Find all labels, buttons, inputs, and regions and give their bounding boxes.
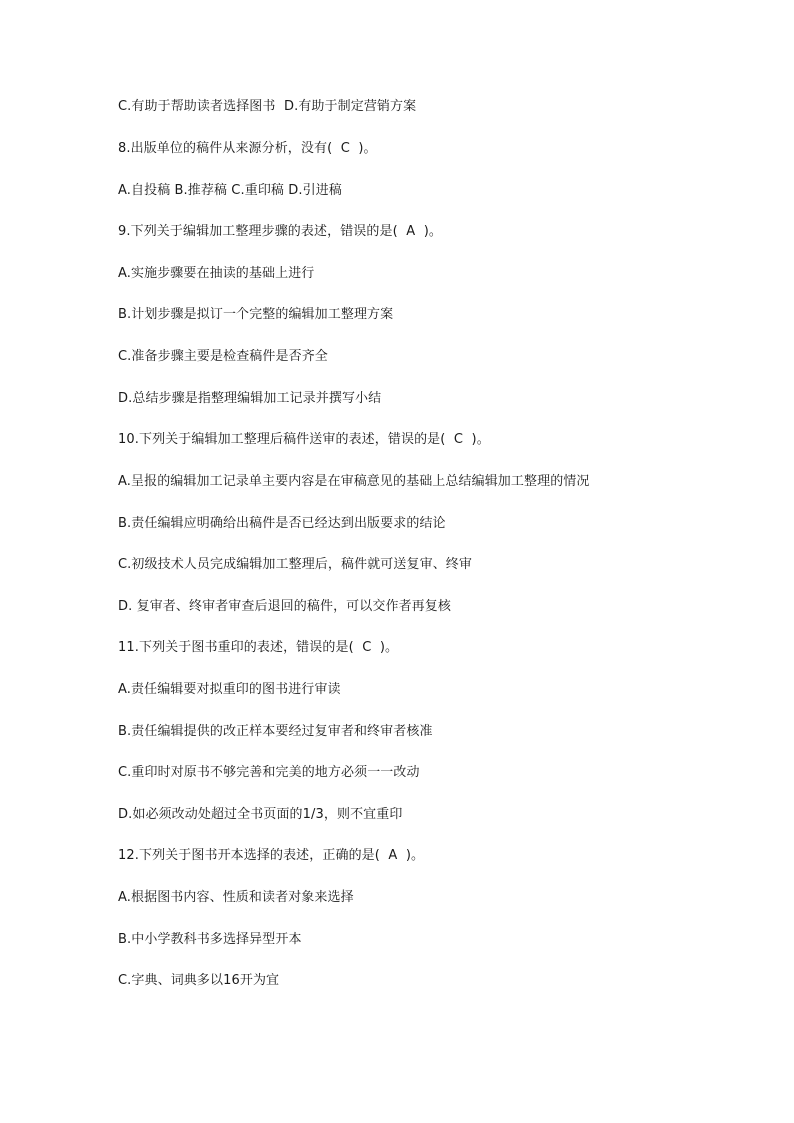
question-11-option-d: D.如必须改动处超过全书页面的1/3，则不宜重印 (118, 807, 403, 822)
question-9-option-d: D.总结步骤是指整理编辑加工记录并撰写小结 (118, 391, 382, 406)
question-9-option-a: A.实施步骤要在抽读的基础上进行 (118, 266, 315, 281)
question-9: 9.下列关于编辑加工整理步骤的表述，错误的是( A )。 (118, 224, 442, 239)
question-8: 8.出版单位的稿件从来源分析，没有( C )。 (118, 141, 377, 156)
question-12-option-b: B.中小学教科书多选择异型开本 (118, 932, 302, 947)
question-10-option-c: C.初级技术人员完成编辑加工整理后，稿件就可送复审、终审 (118, 557, 473, 572)
question-12-option-c: C.字典、词典多以16开为宜 (118, 973, 280, 988)
question-10: 10.下列关于编辑加工整理后稿件送审的表述，错误的是( C )。 (118, 432, 490, 447)
question-11-option-a: A.责任编辑要对拟重印的图书进行审读 (118, 682, 341, 697)
question-10-option-d: D. 复审者、终审者审查后退回的稿件，可以交作者再复核 (118, 599, 451, 614)
question-11-option-c: C.重印时对原书不够完善和完美的地方必须一一改动 (118, 765, 420, 780)
text-line: C.有助于帮助读者选择图书 D.有助于制定营销方案 (118, 99, 417, 114)
question-11: 11.下列关于图书重印的表述，错误的是( C )。 (118, 640, 399, 655)
question-8-options: A.自投稿 B.推荐稿 C.重印稿 D.引进稿 (118, 183, 342, 198)
question-9-option-b: B.计划步骤是拟订一个完整的编辑加工整理方案 (118, 307, 394, 322)
question-10-option-b: B.责任编辑应明确给出稿件是否已经达到出版要求的结论 (118, 516, 446, 531)
question-12-option-a: A.根据图书内容、性质和读者对象来选择 (118, 890, 354, 905)
question-10-option-a: A.呈报的编辑加工记录单主要内容是在审稿意见的基础上总结编辑加工整理的情况 (118, 474, 590, 489)
question-11-option-b: B.责任编辑提供的改正样本要经过复审者和终审者核准 (118, 724, 433, 739)
question-9-option-c: C.准备步骤主要是检查稿件是否齐全 (118, 349, 328, 364)
question-12: 12.下列关于图书开本选择的表述，正确的是( A )。 (118, 848, 425, 863)
